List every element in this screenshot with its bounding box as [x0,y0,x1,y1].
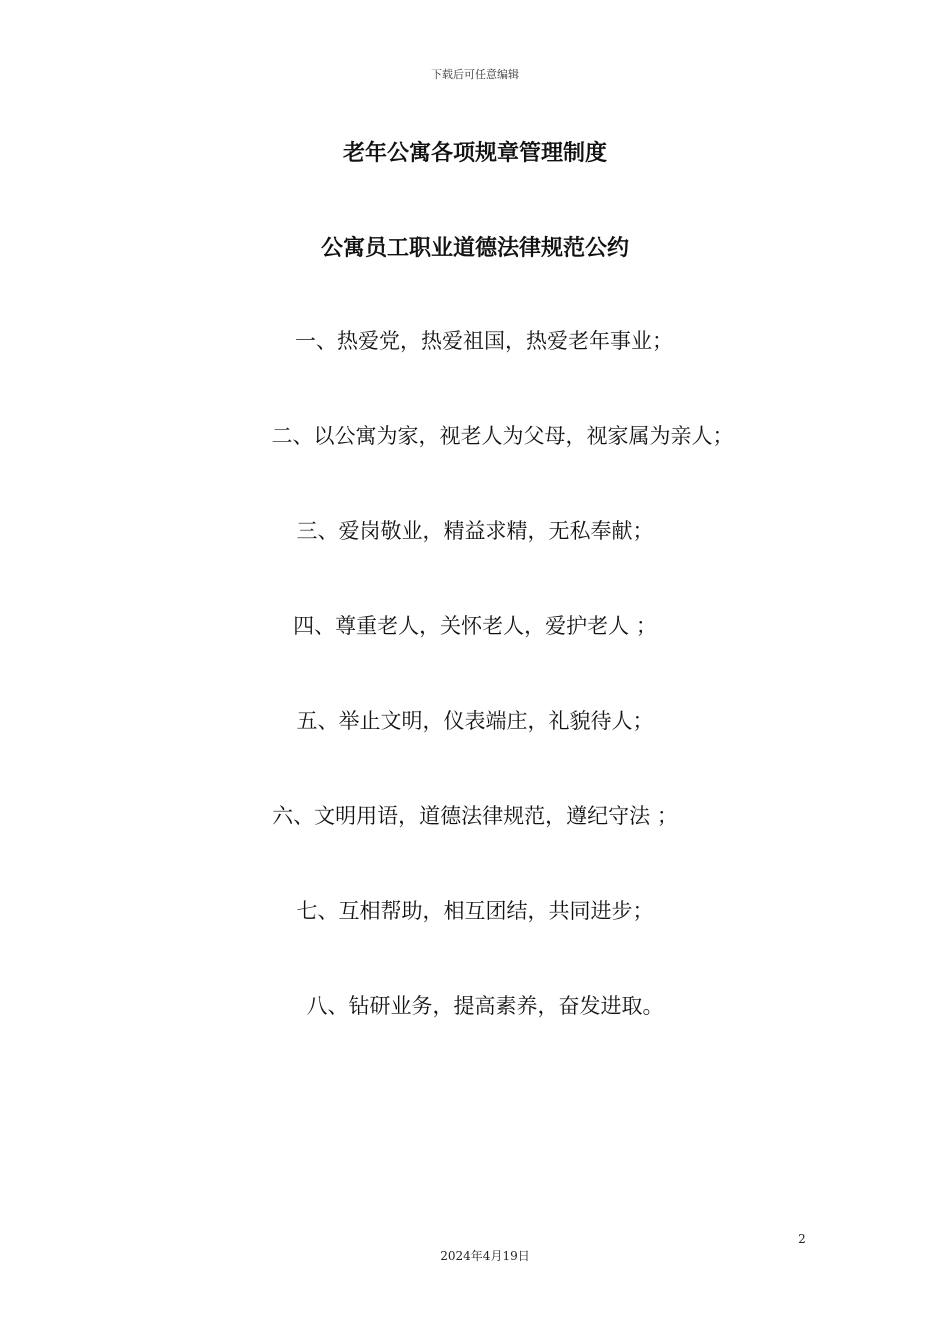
article-item: 四、尊重老人，关怀老人，爱护老人 ； [293,614,657,638]
article-item: 六、文明用语，道德法律规范，遵纪守法 ； [272,804,678,828]
article-item: 二、以公寓为家，视老人为父母，视家属为亲人； [271,424,734,448]
article-item: 八、钻研业务，提高素养，奋发进取。 [306,994,664,1018]
footer-date: 2024年4月19日 [440,1249,530,1263]
page-number: 2 [798,1232,806,1246]
articles-list [0,325,950,1085]
article-item: 三、爱岗敬业，精益求精，无私奉献； [296,519,654,543]
document-title: 老年公寓各项规章管理制度 [342,141,607,166]
document-subtitle: 公寓员工职业道德法律规范公约 [320,236,629,261]
article-item: 五、举止文明，仪表端庄，礼貌待人； [296,709,654,733]
article-item: 七、互相帮助，相互团结，共同进步； [296,899,654,923]
header-note: 下载后可任意编辑 [431,68,519,81]
article-item: 一、热爱党，热爱祖国，热爱老年事业； [295,329,673,353]
